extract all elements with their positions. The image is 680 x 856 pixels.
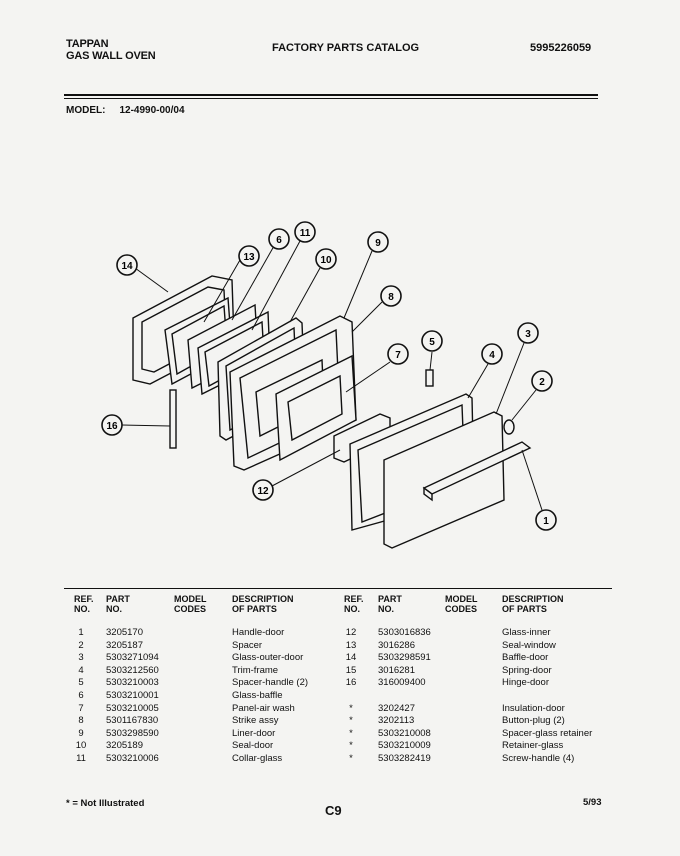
ref-cell: 15	[345, 664, 357, 676]
part-cell: 5303210006	[106, 753, 159, 764]
catalog-title: FACTORY PARTS CATALOG	[272, 42, 420, 54]
description-cell: Strike assy	[232, 715, 279, 727]
description-cell: Spring-door	[502, 664, 552, 676]
header-ref: REF. NO.	[74, 594, 94, 614]
header-part: PART NO.	[378, 594, 402, 614]
description-cell: Collar-glass	[232, 753, 283, 764]
ref-cell: 2	[78, 639, 84, 651]
model-label: MODEL:	[66, 105, 106, 116]
part-cell: 5303282419	[378, 753, 431, 764]
svg-text:12: 12	[257, 486, 269, 497]
part-cell: 5303210001	[106, 690, 159, 701]
svg-text:5: 5	[429, 337, 435, 348]
description-cell: Seal-door	[232, 740, 274, 752]
footnote: * = Not Illustrated	[66, 798, 145, 809]
part-cell: 3016286	[378, 639, 415, 651]
description-cell: Spacer-glass retainer	[502, 727, 593, 739]
ref-cell: 6	[78, 690, 84, 701]
part-cell: 5301167830	[106, 715, 159, 727]
svg-text:8: 8	[388, 292, 394, 303]
spacer-handle-part	[426, 370, 433, 386]
svg-text:14: 14	[121, 261, 133, 272]
ref-cell: *	[349, 753, 353, 764]
ref-cell: 9	[78, 727, 84, 739]
callout-2	[512, 371, 552, 420]
part-cell: 5303298591	[378, 652, 431, 664]
description-cell: Panel-air wash	[232, 702, 295, 714]
callout-9	[344, 232, 388, 318]
description-cell: Spacer-handle (2)	[232, 677, 309, 689]
description-cell: Spacer	[232, 639, 263, 651]
description-cell: Retainer-glass	[502, 740, 564, 752]
part-cell: 3202113	[378, 715, 415, 727]
part-cell: 5303210003	[106, 677, 159, 689]
part-cell: 3205170	[106, 627, 143, 638]
part-cell: 3205187	[106, 639, 143, 651]
svg-text:16: 16	[106, 421, 118, 432]
svg-text:1: 1	[543, 516, 549, 527]
model-number: 12-4990-00/04	[119, 105, 185, 116]
ref-cell: *	[349, 702, 353, 714]
hinge-door-part	[170, 390, 176, 448]
callout-10	[290, 249, 336, 322]
svg-text:4: 4	[489, 350, 495, 361]
ref-cell: *	[349, 740, 353, 752]
svg-text:6: 6	[276, 235, 282, 246]
part-cell: 5303210009	[378, 740, 431, 752]
table-top-rule	[64, 588, 612, 589]
description-cell: Handle-door	[232, 627, 285, 638]
part-cell: 3202427	[378, 702, 415, 714]
callout-14	[117, 255, 168, 292]
part-cell: 5303271094	[106, 652, 159, 664]
ref-cell: 11	[76, 753, 86, 764]
callout-8	[352, 286, 401, 332]
part-cell: 5303212560	[106, 664, 159, 676]
svg-text:7: 7	[395, 350, 401, 361]
spacer-part	[504, 420, 514, 434]
part-cell: 5303210005	[106, 702, 159, 714]
callout-3	[496, 323, 538, 414]
ref-cell: 10	[75, 740, 87, 752]
callout-16	[102, 415, 170, 435]
ref-cell: 12	[345, 627, 357, 638]
ref-cell: 7	[78, 702, 84, 714]
svg-text:10: 10	[320, 255, 332, 266]
description-cell: Button-plug (2)	[502, 715, 565, 727]
description-cell: Glass-inner	[502, 627, 551, 638]
ref-cell: *	[349, 715, 353, 727]
ref-cell: 8	[78, 715, 84, 727]
description-cell: Screw-handle (4)	[502, 753, 575, 764]
callout-4	[468, 344, 502, 398]
svg-text:9: 9	[375, 238, 381, 249]
ref-cell: 13	[345, 639, 357, 651]
ref-cell: 3	[78, 652, 84, 664]
part-cell: 5303016836	[378, 627, 431, 638]
catalog-number: 5995226059	[530, 42, 592, 54]
svg-text:3: 3	[525, 329, 531, 340]
description-cell: Glass-baffle	[232, 690, 283, 701]
part-cell: 5303298590	[106, 727, 159, 739]
revision-date: 5/93	[583, 797, 602, 808]
header-description: DESCRIPTION OF PARTS	[232, 594, 294, 614]
ref-cell: 14	[345, 652, 357, 664]
callout-5	[422, 331, 442, 370]
part-cell: 3205189	[106, 740, 143, 752]
header-model-codes: MODEL CODES	[445, 594, 478, 614]
svg-text:13: 13	[243, 252, 255, 263]
callout-1	[522, 450, 556, 530]
svg-text:11: 11	[299, 228, 311, 239]
part-cell: 3016281	[378, 664, 415, 676]
header-ref: REF. NO.	[344, 594, 364, 614]
svg-text:2: 2	[539, 377, 545, 388]
header-description: DESCRIPTION OF PARTS	[502, 594, 564, 614]
description-cell: Liner-door	[232, 727, 276, 739]
description-cell: Hinge-door	[502, 677, 549, 689]
description-cell: Glass-outer-door	[232, 652, 304, 664]
ref-cell: *	[349, 727, 353, 739]
door-parts	[133, 276, 530, 548]
callout-6	[232, 229, 289, 320]
header-model-codes: MODEL CODES	[174, 594, 207, 614]
header-part: PART NO.	[106, 594, 130, 614]
brand-name: TAPPAN	[66, 38, 109, 50]
description-cell: Seal-window	[502, 639, 556, 651]
description-cell: Trim-frame	[232, 664, 279, 676]
ref-cell: 5	[78, 677, 84, 689]
ref-cell: 4	[78, 664, 84, 676]
callout-7	[346, 344, 408, 392]
ref-cell: 16	[345, 677, 357, 689]
page-number: C9	[325, 803, 342, 818]
part-cell: 316009400	[378, 677, 426, 689]
description-cell: Baffle-door	[502, 652, 549, 664]
part-cell: 5303210008	[378, 727, 431, 739]
ref-cell: 1	[78, 627, 84, 638]
product-name: GAS WALL OVEN	[66, 50, 156, 62]
description-cell: Insulation-door	[502, 702, 565, 714]
